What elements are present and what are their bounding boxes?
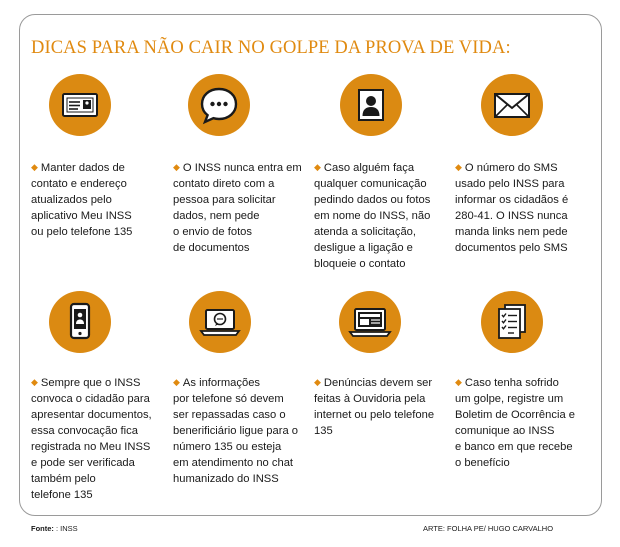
checklist-icon <box>481 291 543 353</box>
tip-6: ◆ As informações por telefone só devem ser repassadas caso o benerificiário ligue para o número 135 ou esteja em atendimento no chat humanizado do INSS <box>173 377 299 485</box>
art-credit: ARTE: FOLHA PE/ HUGO CARVALHO <box>423 524 554 533</box>
envelope-icon <box>481 74 543 136</box>
tip-5: ◆ Sempre que o INSS convoca o cidadão para apresentar documentos, essa convocação fica registrada no Meu INSS e pode ser verificada também pelo telefone 135 <box>31 377 152 501</box>
tip-4: ◆ O número do SMS usado pelo INSS para informar os cidadãos é 280-41. O INSS nunca manda links nem pede documentos pelo SMS <box>455 162 569 254</box>
portrait-icon <box>340 74 402 136</box>
tip-8: ◆ Caso tenha sofrido um golpe, registre um Boletim de Ocorrência e comunique ao INSS e banco em que recebe o benefício <box>455 377 576 469</box>
bullet-diamond-icon: ◆ <box>31 162 38 172</box>
tip-2: ◆ O INSS nunca entra em contato direto com a pessoa para solicitar dados, nem pede o envio de fotos de documentos <box>173 162 302 254</box>
smartphone-icon <box>49 291 111 353</box>
bullet-diamond-icon: ◆ <box>314 377 321 387</box>
source-note: Fonte: : INSS <box>31 524 78 533</box>
bullet-diamond-icon: ◆ <box>173 377 180 387</box>
bullet-diamond-icon: ◆ <box>314 162 321 172</box>
id-card-icon <box>49 74 111 136</box>
bullet-diamond-icon: ◆ <box>455 162 462 172</box>
bullet-diamond-icon: ◆ <box>455 377 462 387</box>
tip-1: ◆ Manter dados de contato e endereço atualizados pelo aplicativo Meu INSS ou pelo telefone 135 <box>31 162 133 238</box>
bullet-diamond-icon: ◆ <box>173 162 180 172</box>
tip-3: ◆ Caso alguém faça qualquer comunicação pedindo dados ou fotos em nome do INSS, não atenda a solicitação, desligue a ligação e bloqueie o contato <box>314 162 431 270</box>
bullet-diamond-icon: ◆ <box>31 377 38 387</box>
laptop-web-icon <box>339 291 401 353</box>
laptop-chat-icon <box>189 291 251 353</box>
infographic-title: DICAS PARA NÃO CAIR NO GOLPE DA PROVA DE VIDA: <box>31 38 511 58</box>
speech-bubble-icon <box>188 74 250 136</box>
tip-7: ◆ Denúncias devem ser feitas à Ouvidoria pela internet ou pelo telefone 135 <box>314 377 435 437</box>
